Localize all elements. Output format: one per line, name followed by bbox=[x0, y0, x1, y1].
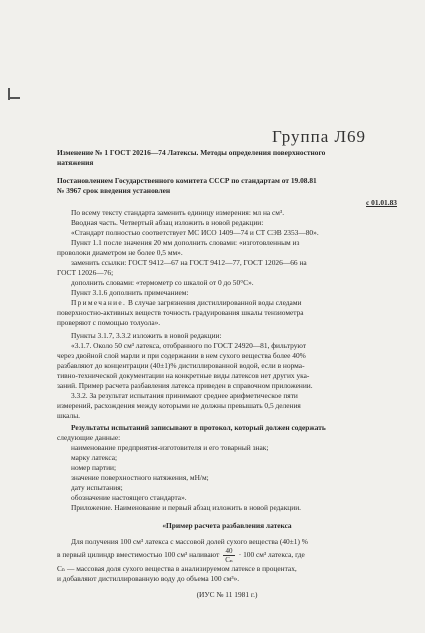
paragraph: Вводная часть. Четвертый абзац изложить в новой редакции: bbox=[71, 218, 264, 227]
paragraph-cont: измерений, расхождения между которыми не должны превышать 0,5 деления bbox=[57, 401, 301, 410]
note: Примечание. В случае загрязнения дистиллированной воды следами bbox=[71, 298, 302, 307]
paragraph: По всему тексту стандарта заменить единицу измерения: мл на см³. bbox=[71, 208, 285, 217]
list-item: наименование предприятия-изготовителя и его товарный знак; bbox=[71, 443, 269, 452]
paragraph: Пункт 3.1.6 дополнить примечанием: bbox=[71, 288, 189, 297]
effective-date: с 01.01.83 bbox=[366, 198, 397, 207]
paragraph-cont: проволоки диаметром не более 0,5 мм». bbox=[57, 248, 183, 257]
paragraph-cont: через двойной слой марли и при содержании в нем сухого вещества более 40% bbox=[57, 351, 306, 360]
paragraph-cont: следующие данные: bbox=[57, 433, 121, 442]
list-item: обозначение настоящего стандарта». bbox=[71, 493, 187, 502]
paragraph: заменить ссылки: ГОСТ 9412—67 на ГОСТ 9412—77, ГОСТ 12026—66 на bbox=[71, 258, 307, 267]
paragraph-cont: заний. Пример расчета разбавления латекса приведен в справочном приложении. bbox=[57, 381, 313, 390]
paragraph: Пункт 1.1 после значения 20 мм дополнить словами: «изготовленным из bbox=[71, 238, 300, 247]
note-cont: проверяют с помощью толуола». bbox=[57, 318, 161, 327]
paragraph: Приложение. Наименование и первый абзац изложить в новой редакции. bbox=[71, 503, 302, 512]
paragraph-cont: Cₙ — массовая доля сухого вещества в анализируемом латексе в процентах, bbox=[57, 564, 297, 573]
source-note: (ИУС № 11 1981 г.) bbox=[196, 590, 258, 599]
fraction: $\frac{40}{\text{Cₙ}}$ bbox=[225, 547, 233, 564]
paragraph: «Стандарт полностью соответствует МС ИСО 1409—74 и СТ СЭВ 2353—80». bbox=[71, 228, 319, 237]
list-item: номер партии; bbox=[71, 463, 117, 472]
amendment-title: Изменение № 1 ГОСТ 20216—74 Латексы. Методы определения поверхностного bbox=[57, 148, 326, 157]
paragraph: 3.3.2. За результат испытания принимают среднее арифметическое пяти bbox=[71, 391, 298, 400]
paragraph-cont: тивно-технической документации на конкретные виды латексов нет других ука- bbox=[57, 371, 310, 380]
body-text bbox=[57, 208, 397, 600]
group-code: Группа Л69 bbox=[272, 127, 367, 146]
formula-line: в первый цилиндр вместимостью 100 см³ наливают $\frac{40}{\text{Cₙ}}$ · 100 см³ латекса, где bbox=[57, 547, 305, 564]
paragraph-cont: ГОСТ 12026—76; bbox=[57, 268, 114, 277]
appendix-title: «Пример расчета разбавления латекса bbox=[162, 521, 292, 530]
paragraph: дополнить словами: «термометр со шкалой от 0 до 50°С». bbox=[71, 278, 254, 287]
decree-text: Постановлением Государственного комитета СССР по стандартам от 19.08.81 bbox=[57, 176, 317, 185]
margin-mark bbox=[8, 97, 20, 99]
list-item: значение поверхностного натяжения, мН/м; bbox=[71, 473, 209, 482]
paragraph: Для получения 100 см³ латекса с массовой долей сухого вещества (40±1) % bbox=[71, 537, 308, 546]
paragraph: Пункты 3.1.7, 3.3.2 изложить в новой редакции: bbox=[71, 331, 222, 340]
paragraph-cont: шкалы. bbox=[57, 411, 81, 420]
header-block bbox=[57, 148, 397, 208]
paragraph: «3.1.7. Около 50 см³ латекса, отобранного по ГОСТ 24920—81, фильтруют bbox=[71, 341, 307, 350]
paragraph: Результаты испытаний записывают в протокол, который должен содержать bbox=[71, 423, 326, 432]
list-item: марку латекса; bbox=[71, 453, 118, 462]
list-item: дату испытания; bbox=[71, 483, 123, 492]
amendment-title-cont: натяжения bbox=[57, 158, 94, 167]
note-cont: поверхностно-активных веществ точность градуирования шкалы тензиометра bbox=[57, 308, 304, 317]
decree-text-cont: № 3967 срок введения установлен bbox=[57, 186, 171, 195]
paragraph-cont: и добавляют дистиллированную воду до объема 100 см³». bbox=[57, 574, 240, 583]
paragraph-cont: разбавляют до концентрации (40±1)% дистиллированной водой, если в норма- bbox=[57, 361, 305, 370]
